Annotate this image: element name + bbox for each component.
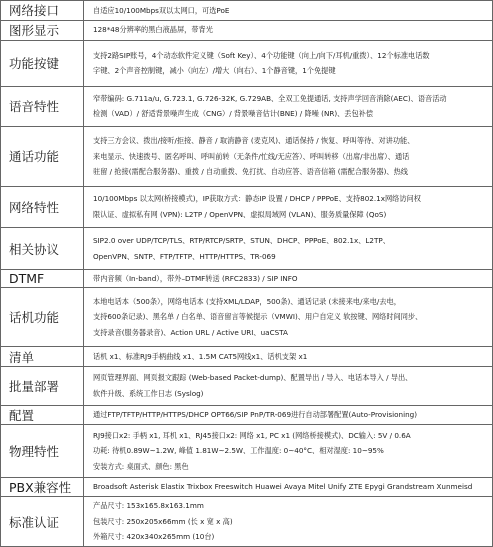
spec-value-line: 外箱尺寸: 420x340x265mm (10台) bbox=[93, 532, 215, 542]
spec-value-line: 窄带编码: G.711a/u, G.723.1, G.726-32K, G.729AB、全双工免提通话, 支持声学回音消除(AEC)、语音活动 bbox=[93, 93, 447, 103]
spec-value-line: 支持录音(服务器录音)、Action URL / Active URI、uaCSTA bbox=[93, 327, 288, 337]
spec-value bbox=[84, 1, 493, 21]
spec-row bbox=[1, 1, 493, 21]
spec-value-line: 字键、2个声音控制键，减小（向左）/增大（向右）、1个静音键，1个免提键 bbox=[93, 66, 336, 76]
spec-value-line: OpenVPN、SNTP、FTP/TFTP、HTTP/HTTPS、TR-069 bbox=[93, 251, 276, 261]
spec-value bbox=[84, 405, 493, 425]
spec-value-line: 128*48分辨率的黑白液晶屏，带背光 bbox=[93, 25, 213, 35]
spec-label: 清单 bbox=[1, 347, 84, 367]
spec-value bbox=[84, 347, 493, 367]
spec-label: 物理特性 bbox=[1, 425, 84, 477]
spec-row bbox=[1, 477, 493, 497]
spec-row bbox=[1, 228, 493, 270]
spec-row bbox=[1, 20, 493, 40]
spec-value bbox=[84, 127, 493, 186]
spec-value-line: 来电显示、快速拨号、匿名呼叫、呼叫前转（无条件/忙线/无应答）、呼叫转移（出席/非出席）、通话 bbox=[93, 151, 410, 161]
spec-label: 功能按键 bbox=[1, 40, 84, 86]
spec-row bbox=[1, 40, 493, 86]
spec-row bbox=[1, 287, 493, 346]
spec-label: 标准认证 bbox=[1, 497, 84, 547]
spec-table-body bbox=[1, 1, 493, 547]
spec-value-line: RJ9接口x2: 手柄 x1, 耳机 x1、RJ45接口x2: 网络 x1, PC x1 (网络桥接模式)、DC输入: 5V / 0.6A bbox=[93, 430, 411, 440]
spec-row bbox=[1, 186, 493, 228]
spec-label: 网络特性 bbox=[1, 186, 84, 228]
spec-row bbox=[1, 347, 493, 367]
spec-label: DTMF bbox=[1, 270, 84, 288]
spec-label: 图形显示 bbox=[1, 20, 84, 40]
spec-value bbox=[84, 20, 493, 40]
spec-row bbox=[1, 367, 493, 406]
spec-value bbox=[84, 270, 493, 288]
spec-value-line: 检测（VAD）/ 舒适背景噪声生成（CNG）/ 背景噪音估计(BNE) / 降噪 (NR)、丢包补偿 bbox=[93, 109, 374, 119]
spec-value-line: 支持600条记录)、黑名单 / 白名单、语音留言等候提示（VMWI)、用户自定义 软按键、网络时间同步、 bbox=[93, 312, 423, 322]
spec-value-line: Broadsoft Asterisk Elastix Trixbox Freeswitch Huawei Avaya Mitel Unify ZTE Epygi Grandstream Xunmeisd bbox=[93, 482, 473, 492]
spec-label: 网络接口 bbox=[1, 1, 84, 21]
spec-value-line: 网页管理界面、网页报文跟踪 (Web-based Packet-dump)、配置导出 / 导入、电话本导入 / 导出、 bbox=[93, 373, 413, 383]
spec-value-line: 自适应10/100Mbps双以太网口，可选PoE bbox=[93, 5, 230, 15]
spec-value-line: SIP2.0 over UDP/TCP/TLS、RTP/RTCP/SRTP、STUN、DHCP、PPPoE、802.1x、L2TP、 bbox=[93, 236, 390, 246]
spec-label: 语音特性 bbox=[1, 86, 84, 127]
spec-row bbox=[1, 270, 493, 288]
spec-value-line: 带内音频（In-band），带外–DTMF转送 (RFC2833) / SIP INFO bbox=[93, 273, 298, 283]
spec-value bbox=[84, 186, 493, 228]
spec-value-line: 通过FTP/TFTP/HTTP/HTTPS/DHCP OPT66/SIP PnP/TR-069进行自动部署配置(Auto-Provisioning) bbox=[93, 410, 418, 420]
spec-label: PBX兼容性 bbox=[1, 477, 84, 497]
spec-value-line: 包装尺寸: 250x205x66mm (长 x 宽 x 高) bbox=[93, 516, 233, 526]
spec-value-line: 支持三方会议、拨出/接听/拒接、静音 / 取消静音 (麦克风)、通话保持 / 恢复、呼叫等待、对讲功能、 bbox=[93, 136, 415, 146]
spec-value-line: 限认证、虚拟私有网 (VPN): L2TP / OpenVPN、虚拟局域网 (VLAN)、服务质量保障 (QoS) bbox=[93, 209, 387, 219]
spec-value-line: 10/100Mbps 以太网(桥接模式)，IP获取方式：静态IP 设置 / DHCP / PPPoE、支持802.1x网络访问权 bbox=[93, 194, 421, 204]
spec-value-line: 安装方式: 桌面式、颜色: 黑色 bbox=[93, 461, 189, 471]
spec-row bbox=[1, 127, 493, 186]
spec-label: 话机功能 bbox=[1, 287, 84, 346]
spec-value bbox=[84, 287, 493, 346]
spec-row bbox=[1, 405, 493, 425]
spec-value-line: 产品尺寸: 153x165.8x163.1mm bbox=[93, 501, 204, 511]
spec-value bbox=[84, 367, 493, 406]
spec-row bbox=[1, 86, 493, 127]
spec-value-line: 支持2路SIP账号，4个动态软件定义键（Soft Key）、4个功能键（向上/向下/耳机/重拨）、12个标准电话数 bbox=[93, 50, 430, 60]
spec-value bbox=[84, 86, 493, 127]
spec-value bbox=[84, 40, 493, 86]
spec-value bbox=[84, 477, 493, 497]
spec-value-line: 功耗: 待机0.89W~1.2W, 峰值 1.81W~2.5W、工作温度: 0~40°C、相对湿度: 10~95% bbox=[93, 446, 384, 456]
spec-value-line: 话机 x1、标准RJ9手柄曲线 x1、1.5M CAT5网线x1、话机支架 x1 bbox=[93, 351, 308, 361]
spec-value-line: 本地电话本（500条），网络电话本 (支持XML/LDAP，500条)、通话记录 (未接来电/来电/去电， bbox=[93, 296, 401, 306]
spec-label: 配置 bbox=[1, 405, 84, 425]
spec-row bbox=[1, 497, 493, 547]
spec-label: 通话功能 bbox=[1, 127, 84, 186]
spec-value bbox=[84, 497, 493, 547]
spec-value bbox=[84, 425, 493, 477]
spec-value-line: 软件升级、系统工作日志 (Syslog) bbox=[93, 388, 204, 398]
spec-value-line: 驻留 / 抢接(需配合服务器)、重拨 / 自动重拨、免打扰、自动应答、语音信箱 (需配合服务器)、热线 bbox=[93, 167, 408, 177]
spec-label: 批量部署 bbox=[1, 367, 84, 406]
spec-value bbox=[84, 228, 493, 270]
spec-label: 相关协议 bbox=[1, 228, 84, 270]
spec-row bbox=[1, 425, 493, 477]
